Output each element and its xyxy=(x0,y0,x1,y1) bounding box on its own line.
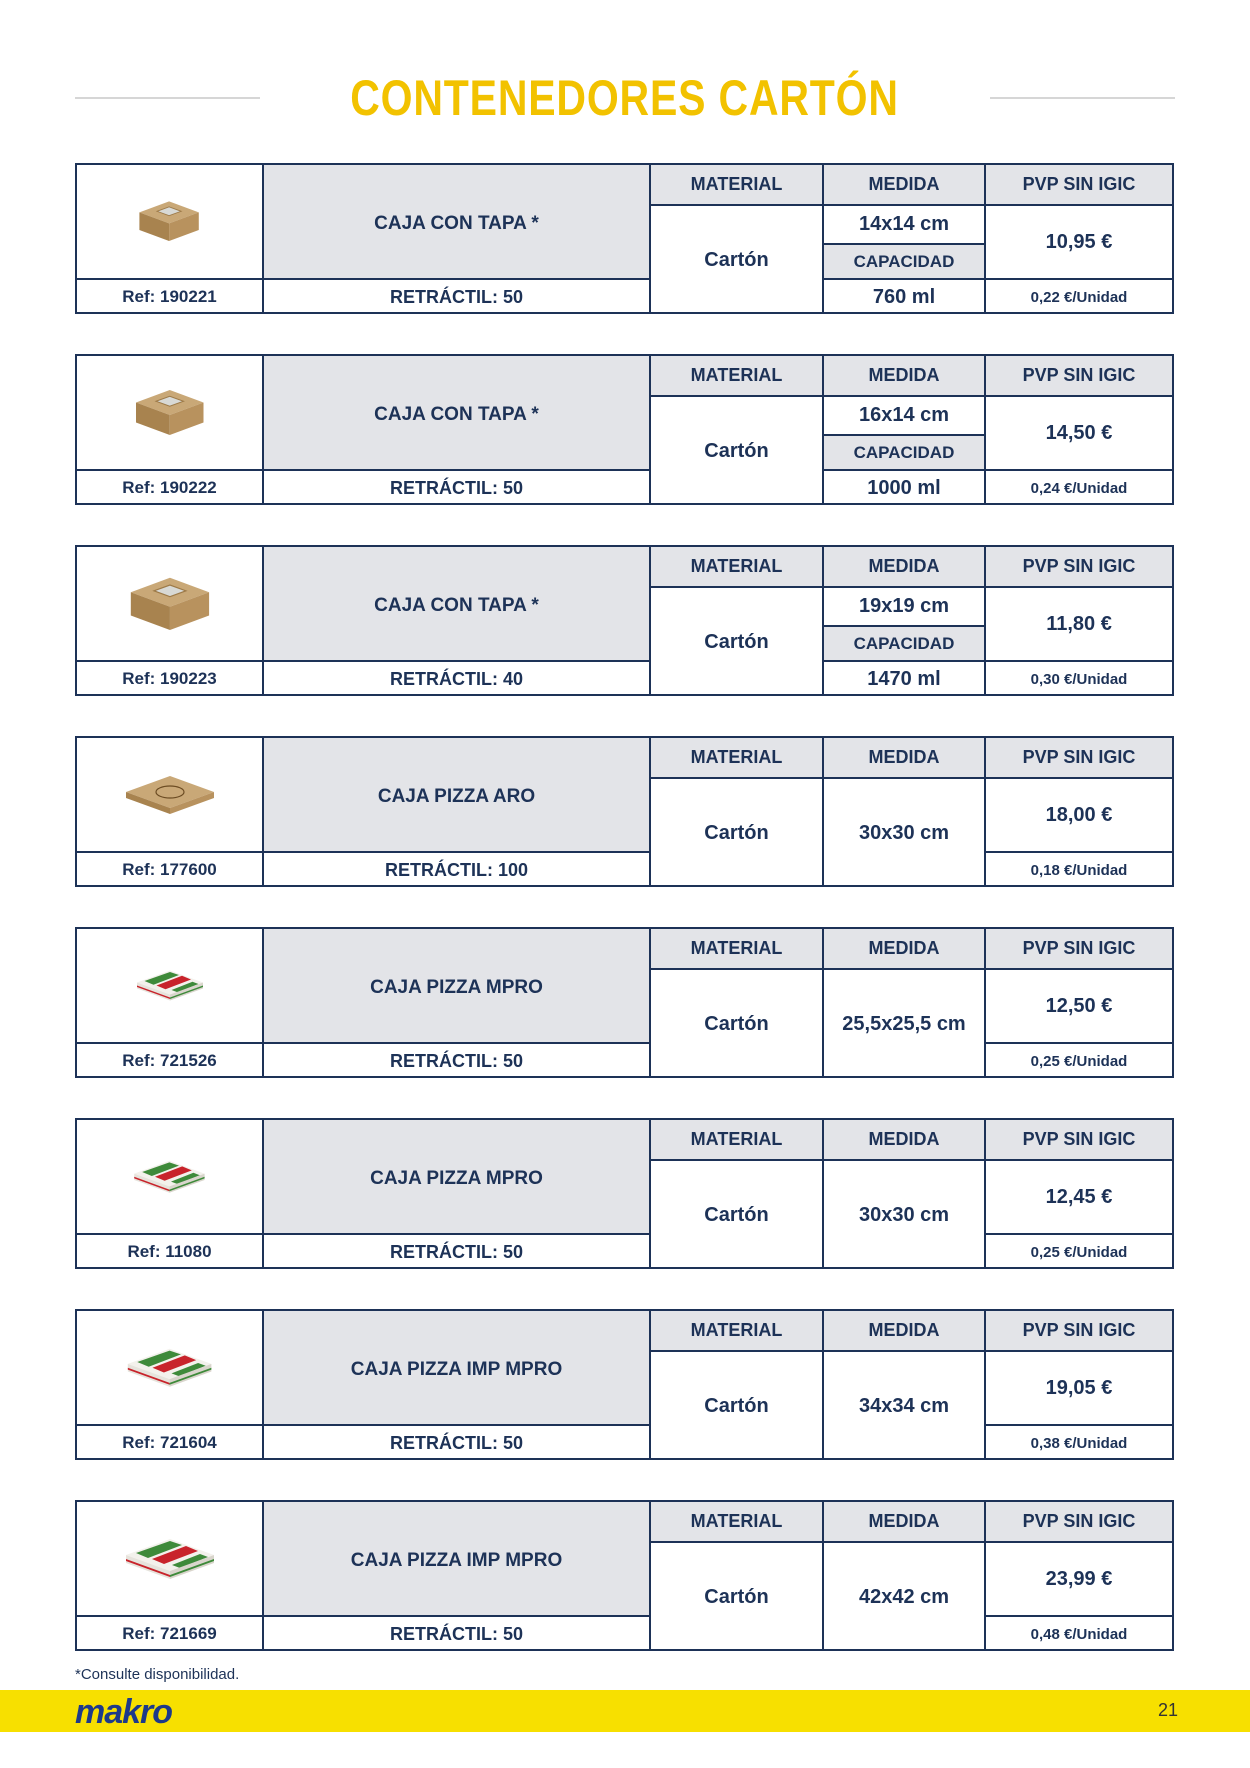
footer-bar xyxy=(0,1690,1250,1732)
product-ref: Ref: 11080 xyxy=(77,1235,264,1269)
capacity-header: CAPACIDAD xyxy=(824,436,986,471)
printed-pizza-box-icon xyxy=(134,966,206,1005)
product-ref: Ref: 190223 xyxy=(77,662,264,696)
unit-price-value: 0,22 €/Unidad xyxy=(1030,288,1128,306)
product-ref: Ref: 721669 xyxy=(77,1617,264,1651)
material-header: MATERIAL xyxy=(651,547,824,588)
product-pack: RETRÁCTIL: 50 xyxy=(264,1617,651,1651)
product-card xyxy=(75,927,1174,1078)
medida-header: MEDIDA xyxy=(824,1311,986,1352)
product-pack: RETRÁCTIL: 50 xyxy=(264,471,651,505)
product-name: CAJA PIZZA IMP MPRO xyxy=(264,1502,651,1617)
capacity-value: 1470 ml xyxy=(824,662,986,696)
material-value: Cartón xyxy=(651,779,824,887)
material-value: Cartón xyxy=(651,206,824,314)
product-name: CAJA PIZZA MPRO xyxy=(264,1120,651,1235)
material-value: Cartón xyxy=(651,397,824,505)
size-value: 25,5x25,5 cm xyxy=(824,970,986,1078)
material-header: MATERIAL xyxy=(651,356,824,397)
price-value: 14,50 € xyxy=(986,397,1172,471)
size-value: 42x42 cm xyxy=(824,1543,986,1651)
product-image xyxy=(77,165,264,280)
printed-pizza-box-icon xyxy=(122,1533,218,1585)
product-image xyxy=(77,547,264,662)
material-value: Cartón xyxy=(651,1161,824,1269)
product-card xyxy=(75,736,1174,887)
material-value: Cartón xyxy=(651,588,824,696)
pvp-header: PVP SIN IGIC xyxy=(986,929,1172,970)
product-ref: Ref: 721604 xyxy=(77,1426,264,1460)
product-image xyxy=(77,1502,264,1617)
unit-price-value: 0,38 €/Unidad xyxy=(1030,1434,1128,1452)
product-ref: Ref: 190221 xyxy=(77,280,264,314)
material-header: MATERIAL xyxy=(651,165,824,206)
pvp-header: PVP SIN IGIC xyxy=(986,547,1172,588)
pvp-header: PVP SIN IGIC xyxy=(986,1311,1172,1352)
capacity-value: 1000 ml xyxy=(824,471,986,505)
product-card xyxy=(75,1500,1174,1651)
material-header: MATERIAL xyxy=(651,1120,824,1161)
material-value: Cartón xyxy=(651,1543,824,1651)
kraft-pizza-box-icon xyxy=(122,770,218,820)
product-image xyxy=(77,356,264,471)
kraft-box-window-icon xyxy=(125,572,215,636)
product-pack: RETRÁCTIL: 50 xyxy=(264,1235,651,1269)
page-header xyxy=(75,58,1175,138)
size-value: 14x14 cm xyxy=(824,206,986,245)
footnote: *Consulte disponibilidad. xyxy=(75,1666,240,1683)
product-image xyxy=(77,738,264,853)
product-card xyxy=(75,163,1174,314)
material-value: Cartón xyxy=(651,1352,824,1460)
medida-header: MEDIDA xyxy=(824,738,986,779)
product-name: CAJA PIZZA MPRO xyxy=(264,929,651,1044)
page-title: CONTENEDORES CARTÓN xyxy=(350,70,900,126)
product-name: CAJA CON TAPA * xyxy=(264,356,651,471)
product-ref: Ref: 177600 xyxy=(77,853,264,887)
product-pack: RETRÁCTIL: 40 xyxy=(264,662,651,696)
price-value: 11,80 € xyxy=(986,588,1172,662)
unit-price-value: 0,48 €/Unidad xyxy=(1030,1625,1128,1643)
printed-pizza-box-icon xyxy=(124,1343,215,1392)
product-card xyxy=(75,1118,1174,1269)
product-name: CAJA CON TAPA * xyxy=(264,547,651,662)
pvp-header: PVP SIN IGIC xyxy=(986,165,1172,206)
size-value: 34x34 cm xyxy=(824,1352,986,1460)
product-card xyxy=(75,545,1174,696)
product-image xyxy=(77,929,264,1044)
material-header: MATERIAL xyxy=(651,929,824,970)
price-value: 12,50 € xyxy=(986,970,1172,1044)
price-value: 12,45 € xyxy=(986,1161,1172,1235)
product-name: CAJA PIZZA ARO xyxy=(264,738,651,853)
unit-price-value: 0,25 €/Unidad xyxy=(1030,1243,1128,1261)
kraft-box-window-icon xyxy=(135,197,203,245)
page-number: 21 xyxy=(1158,1700,1179,1720)
unit-price-value: 0,30 €/Unidad xyxy=(1030,670,1128,688)
size-value: 16x14 cm xyxy=(824,397,986,436)
price-value: 10,95 € xyxy=(986,206,1172,280)
title-rule-right xyxy=(990,97,1175,99)
product-pack: RETRÁCTIL: 100 xyxy=(264,853,651,887)
medida-header: MEDIDA xyxy=(824,929,986,970)
price-value: 23,99 € xyxy=(986,1543,1172,1617)
product-card xyxy=(75,354,1174,505)
product-ref: Ref: 190222 xyxy=(77,471,264,505)
unit-price-value: 0,25 €/Unidad xyxy=(1030,1052,1128,1070)
unit-price-value: 0,24 €/Unidad xyxy=(1030,479,1128,497)
medida-header: MEDIDA xyxy=(824,547,986,588)
material-header: MATERIAL xyxy=(651,738,824,779)
material-value: Cartón xyxy=(651,970,824,1078)
pvp-header: PVP SIN IGIC xyxy=(986,356,1172,397)
product-name: CAJA PIZZA IMP MPRO xyxy=(264,1311,651,1426)
product-pack: RETRÁCTIL: 50 xyxy=(264,1044,651,1078)
price-value: 19,05 € xyxy=(986,1352,1172,1426)
product-image xyxy=(77,1311,264,1426)
pvp-header: PVP SIN IGIC xyxy=(986,1502,1172,1543)
product-card xyxy=(75,1309,1174,1460)
medida-header: MEDIDA xyxy=(824,1120,986,1161)
medida-header: MEDIDA xyxy=(824,1502,986,1543)
product-name: CAJA CON TAPA * xyxy=(264,165,651,280)
price-value: 18,00 € xyxy=(986,779,1172,853)
capacity-header: CAPACIDAD xyxy=(824,245,986,280)
title-rule-left xyxy=(75,97,260,99)
pvp-header: PVP SIN IGIC xyxy=(986,1120,1172,1161)
product-pack: RETRÁCTIL: 50 xyxy=(264,1426,651,1460)
size-value: 30x30 cm xyxy=(824,1161,986,1269)
product-image xyxy=(77,1120,264,1235)
material-header: MATERIAL xyxy=(651,1311,824,1352)
material-header: MATERIAL xyxy=(651,1502,824,1543)
makro-logo: makro xyxy=(75,1693,173,1731)
product-ref: Ref: 721526 xyxy=(77,1044,264,1078)
unit-price-value: 0,18 €/Unidad xyxy=(1030,861,1128,879)
size-value: 19x19 cm xyxy=(824,588,986,627)
medida-header: MEDIDA xyxy=(824,165,986,206)
capacity-value: 760 ml xyxy=(824,280,986,314)
product-pack: RETRÁCTIL: 50 xyxy=(264,280,651,314)
pvp-header: PVP SIN IGIC xyxy=(986,738,1172,779)
kraft-box-window-icon xyxy=(131,385,209,440)
printed-pizza-box-icon xyxy=(131,1156,208,1198)
size-value: 30x30 cm xyxy=(824,779,986,887)
medida-header: MEDIDA xyxy=(824,356,986,397)
capacity-header: CAPACIDAD xyxy=(824,627,986,662)
